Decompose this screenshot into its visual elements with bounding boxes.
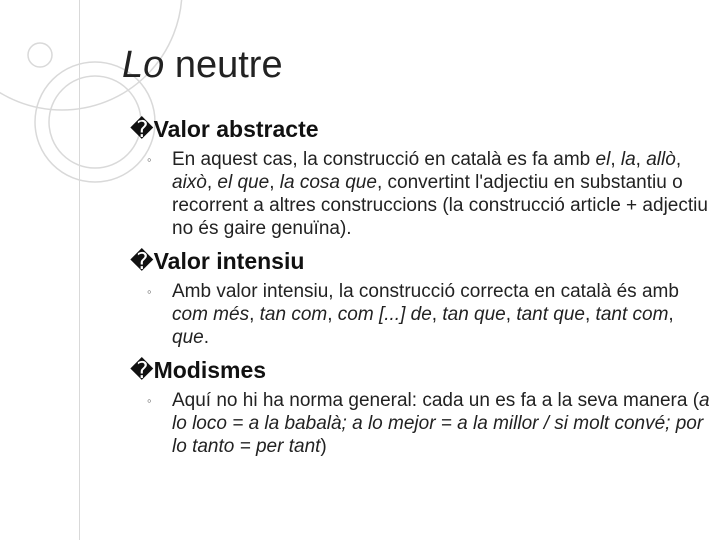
section-heading-3 [130, 355, 710, 385]
text-run: Amb valor intensiu, la construcció correcta en català és amb [172, 281, 679, 302]
text-run: Aquí no hi ha norma general: cada un es fa a la seva manera ( [172, 390, 700, 411]
text-run: , [269, 172, 280, 193]
text-run: , [675, 149, 682, 170]
box-glyph: � [130, 357, 154, 383]
italic-run: la cosa que [279, 172, 377, 193]
section-heading-text: Valor abstracte [153, 116, 319, 142]
italic-run: tant que [516, 304, 585, 325]
text-run: , [505, 304, 517, 325]
italic-run: tant com [595, 304, 669, 325]
italic-run: com més [172, 304, 250, 325]
text-run: ) [320, 436, 327, 457]
content [130, 114, 710, 458]
section-heading-text: Modismes [153, 357, 267, 383]
text-run: , [249, 304, 260, 325]
text-runs [172, 390, 710, 457]
circle-bullet-icon: ◦ [147, 152, 152, 167]
text-run: , [584, 304, 596, 325]
text-run: . [203, 327, 209, 348]
italic-run: el [595, 149, 611, 170]
text-run: , [668, 304, 674, 325]
circle-bullet-icon: ◦ [147, 284, 152, 299]
section-text-1 [130, 148, 710, 240]
vertical-divider [79, 0, 80, 540]
italic-run: que [172, 327, 204, 348]
text-run: En aquest cas, la construcció en català es fa amb [172, 149, 596, 170]
italic-run: la [620, 149, 636, 170]
circle-bullet-icon: ◦ [147, 393, 152, 408]
italic-run: tan com [259, 304, 328, 325]
text-runs [172, 281, 679, 348]
italic-run: a lo loco = a la babalà; a lo mejor = a la millor / si molt convé; por lo tanto = per tant [172, 390, 710, 457]
section-heading-1 [130, 114, 710, 144]
page-title [122, 44, 283, 87]
section-heading-text: Valor intensiu [153, 248, 305, 274]
italic-run: això [172, 172, 207, 193]
box-glyph: � [130, 116, 154, 142]
italic-run: tan que [442, 304, 506, 325]
section-text-3 [130, 389, 710, 458]
title-italic: Lo [122, 44, 165, 86]
italic-run: el que [217, 172, 270, 193]
text-run: , [635, 149, 647, 170]
section-text-2 [130, 280, 710, 349]
text-run: , [206, 172, 218, 193]
italic-run: allò [646, 149, 676, 170]
section-heading-2 [130, 246, 710, 276]
title-normal: neutre [164, 44, 283, 86]
box-glyph: � [130, 248, 154, 274]
text-run: , [431, 304, 443, 325]
italic-run: com [...] de [337, 304, 432, 325]
text-runs [172, 149, 708, 239]
text-run: , [327, 304, 338, 325]
text-run: , [610, 149, 621, 170]
text-run: , convertint l'adjectiu en substantiu o recorrent a altres construccions (la construcció article + adjectiu no és gaire genuïna). [172, 172, 708, 239]
